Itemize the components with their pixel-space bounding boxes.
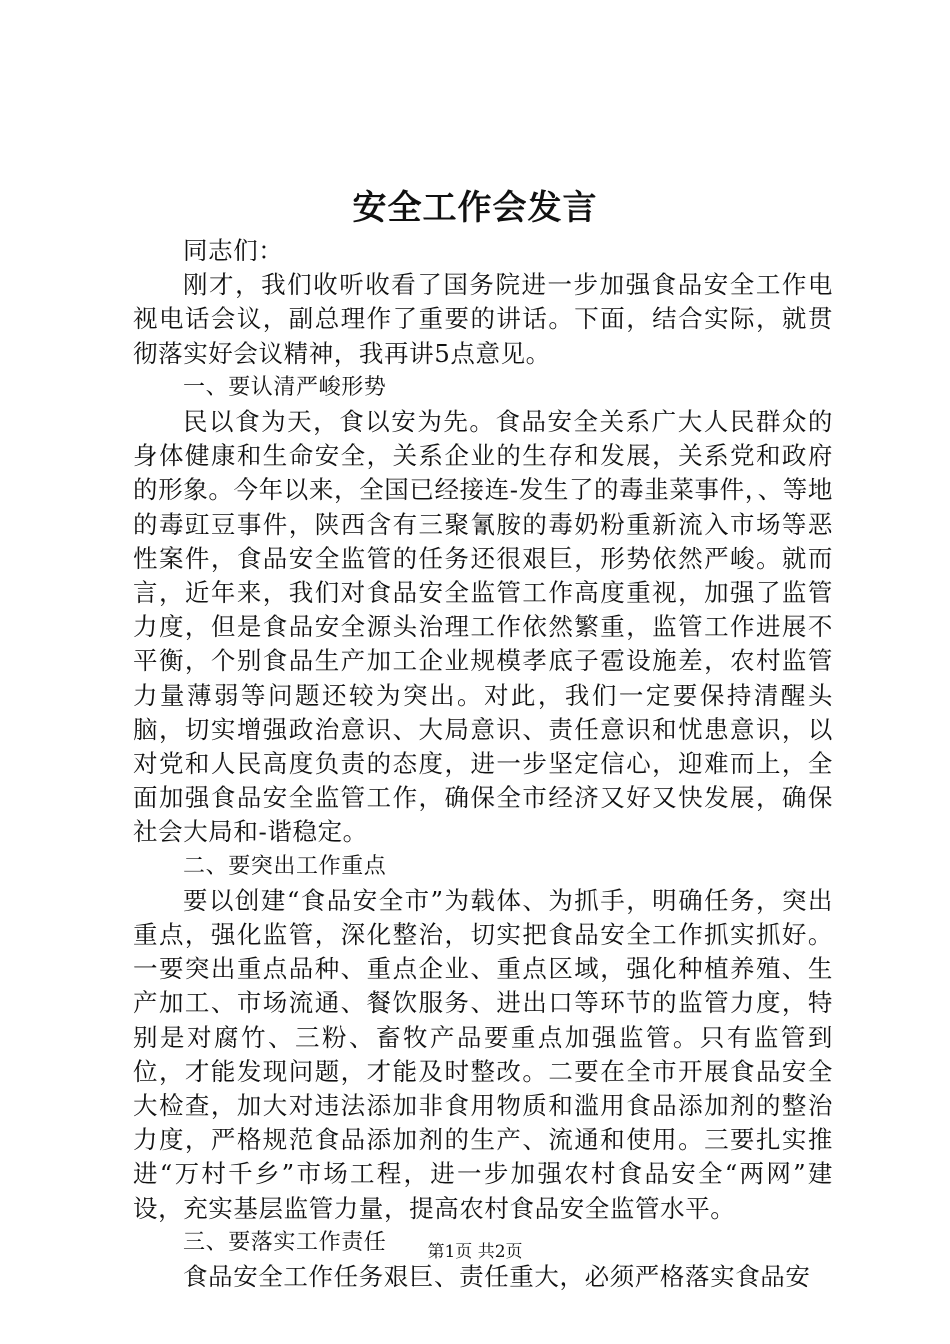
document-title: 安全工作会发言 [352, 188, 598, 228]
page-footer: 第1页 共2页 [427, 1242, 523, 1262]
section-heading: 二、要突出工作重点 [183, 853, 387, 879]
body-paragraph: 民以食为天，食以安为先。食品安全关系广大人民群众的身体健康和生命安全，关系企业的生存和发展，关系党和政府的形象。今年以来，全国已经接连-发生了的毒韭菜事件，、等地的毒豇豆事件，陕西含有三聚氰胺的毒奶粉重新流入市场等恶性案件，食品安全监管的任务还很艰巨，形势依然严峻。就而言，近年来，我们对食品安全监管工作高度重视，加强了监管力度，但是食品安全源头治理工作依然繁重，监管工作进展不平衡，个别食品生产加工企业规模孝底子雹设施差，农村监管力量薄弱等问题还较为突出。对此，我们一定要保持清醒头脑，切实增强政治意识、大局意识、责任意识和忧患意识，以对党和人民高度负责的态度，进一步坚定信心，迎难而上，全面加强食品安全监管工作，确保全市经济又好又快发展，确保社会大局和-谐稳定。 [133, 407, 833, 847]
body-paragraph: 要以创建“食品安全市”为载体、为抓手，明确任务，突出重点，强化监管，深化整治，切实把食品安全工作抓实抓好。一要突出重点品种、重点企业、重点区域，强化种植养殖、生产加工、市场流通、餐饮服务、进出口等环节的监管力度，特别是对腐竹、三粉、畜牧产品要重点加强监管。只有监管到位，才能发现问题，才能及时整改。二要在全市开展食品安全大检查，加大对违法添加非食用物质和滥用食品添加剂的整治力度，严格规范食品添加剂的生产、流通和使用。三要扎实推进“万村千乡”市场工程，进一步加强农村食品安全“两网”建设，充实基层监管力量，提高农村食品安全监管水平。 [133, 885, 833, 1223]
body-paragraph: 刚才，我们收听收看了国务院进一步加强食品安全工作电视电话会议，副总理作了重要的讲话。下面，结合实际，就贯彻落实好会议精神，我再讲5点意见。 [133, 270, 833, 368]
body-paragraph: 食品安全工作任务艰巨、责任重大，必须严格落实食品安 [183, 1262, 811, 1292]
salutation: 同志们： [183, 236, 284, 265]
section-heading: 一、要认清严峻形势 [183, 374, 387, 400]
section-heading: 三、要落实工作责任 [183, 1229, 387, 1255]
document-body [133, 234, 833, 1294]
